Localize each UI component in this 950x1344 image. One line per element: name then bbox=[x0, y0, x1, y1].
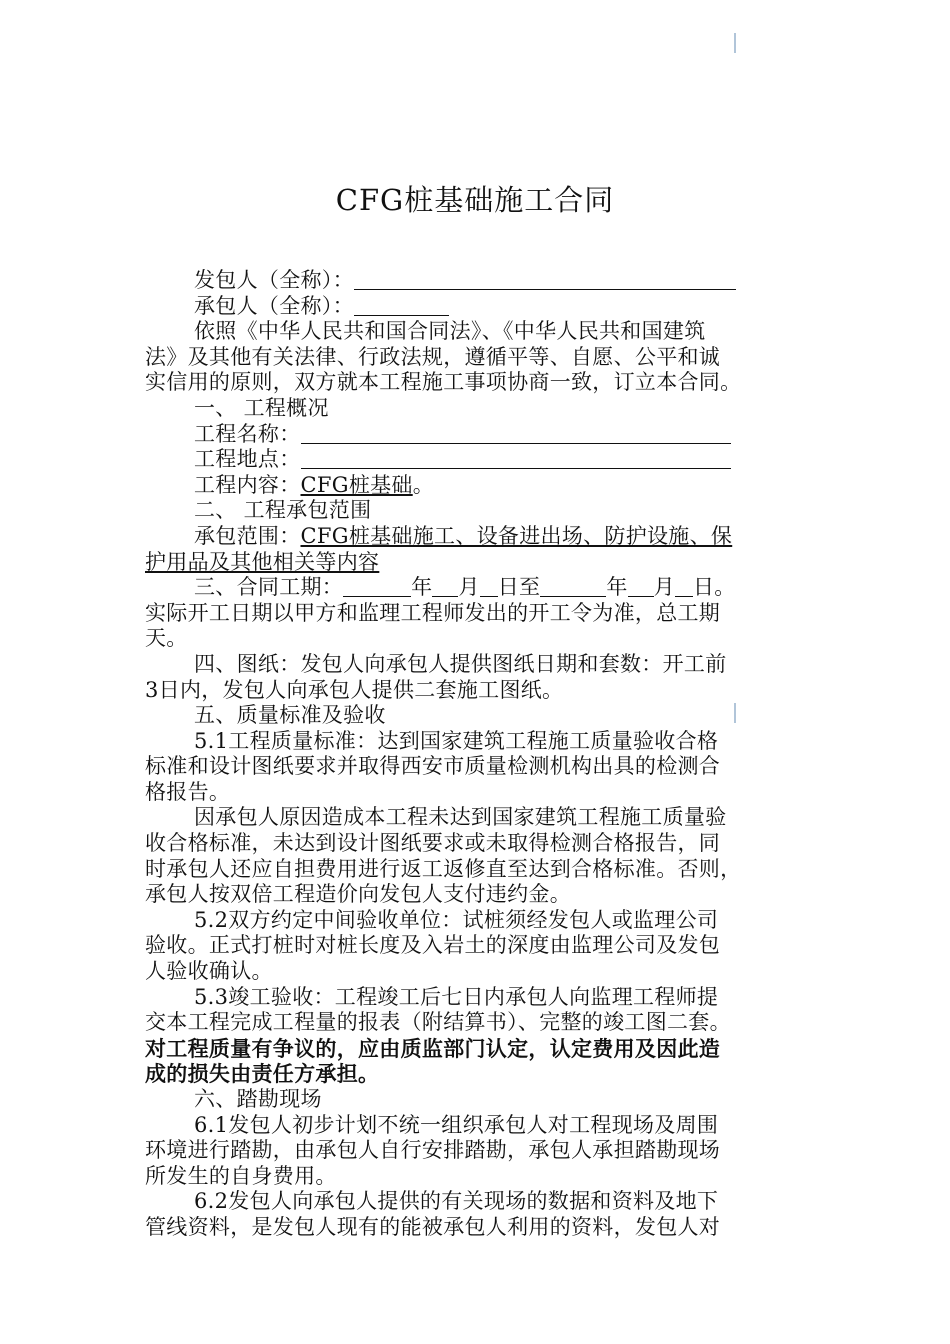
liability-line: 因承包人原因造成本工程未达到国家建筑工程施工质量验 bbox=[194, 805, 727, 830]
liability-line: 承包人按双倍工程造价向发包人支付违约金。 bbox=[145, 882, 571, 907]
party-b-label: 承包人（全称）： bbox=[194, 293, 354, 318]
party-b-blank bbox=[354, 295, 449, 316]
party-a-blank bbox=[354, 269, 736, 290]
quality-line: 标准和设计图纸要求并取得西安市质量检测机构出具的检测合 bbox=[145, 754, 721, 779]
dispute-clause: 成的损失由责任方承担。 bbox=[145, 1061, 380, 1087]
survey-line: 6.2发包人向承包人提供的有关现场的数据和资料及地下 bbox=[194, 1189, 719, 1214]
period-label: 三、合同工期： bbox=[194, 575, 344, 600]
scope-value: CFG桩基础施工、设备进出场、防护设施、保 bbox=[300, 523, 733, 548]
project-name-label: 工程名称： bbox=[194, 421, 301, 446]
project-content-line: 工程内容：CFG桩基础。 bbox=[194, 472, 435, 497]
contract-body bbox=[145, 268, 807, 1241]
inspection-line: 人验收确认。 bbox=[145, 959, 273, 984]
project-site-label: 工程地点： bbox=[194, 447, 301, 472]
preamble-line: 实信用的原则，双方就本工程施工事项协商一致，订立本合同。 bbox=[145, 370, 742, 395]
section-heading: 六、踏勘现场 bbox=[194, 1087, 322, 1111]
dispute-clause: 对工程质量有争议的，应由质监部门认定，认定费用及因此造 bbox=[145, 1035, 721, 1061]
date-blank bbox=[675, 576, 693, 597]
margin-mark bbox=[734, 33, 736, 53]
section-heading: 一、 工程概况 bbox=[194, 395, 329, 420]
date-blank bbox=[432, 576, 458, 597]
party-a-label: 发包人（全称）： bbox=[194, 268, 354, 292]
completion-line: 交本工程完成工程量的报表（附结算书）、完整的竣工图二套。 bbox=[145, 1010, 731, 1035]
liability-line: 收合格标准，未达到设计图纸要求或未取得检测合格报告，同 bbox=[145, 831, 721, 856]
party-b-line bbox=[145, 294, 807, 320]
period-line: 天。 bbox=[145, 626, 188, 651]
survey-line: 6.1发包人初步计划不统一组织承包人对工程现场及周围 bbox=[194, 1112, 719, 1137]
document-title: CFG桩基础施工合同 bbox=[335, 183, 615, 217]
survey-line: 所发生的自身费用。 bbox=[145, 1163, 337, 1188]
date-blank bbox=[628, 576, 654, 597]
project-site-line bbox=[145, 447, 807, 473]
inspection-line: 验收。正式打桩时对桩长度及入岩土的深度由监理公司及发包 bbox=[145, 933, 721, 958]
date-blank bbox=[343, 576, 411, 597]
section-heading: 二、 工程承包范围 bbox=[194, 498, 372, 523]
liability-line: 时承包人还应自担费用进行返工返修直至达到合格标准。否则， bbox=[145, 856, 742, 881]
quality-line: 格报告。 bbox=[145, 779, 231, 804]
inspection-line: 5.2双方约定中间验收单位：试桩须经发包人或监理公司 bbox=[194, 907, 719, 932]
completion-line: 5.3竣工验收：工程竣工后七日内承包人向监理工程师提 bbox=[194, 984, 719, 1009]
preamble-line: 依照《中华人民共和国合同法》、《中华人民共和国建筑 bbox=[194, 319, 706, 344]
project-content-value: CFG桩基础 bbox=[300, 472, 413, 497]
survey-line: 管线资料，是发包人现有的能被承包人利用的资料，发包人对 bbox=[145, 1214, 721, 1239]
project-name-blank bbox=[301, 423, 731, 444]
scope-label: 承包范围： bbox=[194, 523, 301, 548]
project-name-line bbox=[145, 422, 807, 448]
quality-line: 5.1工程质量标准：达到国家建筑工程施工质量验收合格 bbox=[194, 728, 719, 753]
survey-line: 环境进行踏勘，由承包人自行安排踏勘，承包人承担踏勘现场 bbox=[145, 1138, 721, 1163]
party-a-line bbox=[145, 268, 807, 294]
project-content-label: 工程内容： bbox=[194, 472, 301, 497]
section-heading: 五、质量标准及验收 bbox=[194, 703, 386, 728]
drawings-line: 四、图纸：发包人向承包人提供图纸日期和套数：开工前 bbox=[194, 651, 727, 676]
scope-line bbox=[145, 550, 807, 576]
project-site-blank bbox=[301, 448, 731, 469]
period-line: 实际开工日期以甲方和监理工程师发出的开工令为准，总工期 bbox=[145, 600, 721, 625]
date-blank bbox=[540, 576, 606, 597]
scope-line bbox=[145, 524, 807, 550]
date-blank bbox=[480, 576, 498, 597]
drawings-line: 3日内，发包人向承包人提供二套施工图纸。 bbox=[145, 677, 564, 702]
period-line: 三、合同工期： 年 月 日至 年 月 日。 bbox=[194, 575, 736, 600]
scope-value: 护用品及其他相关等内容 bbox=[145, 549, 380, 574]
preamble-line: 法》及其他有关法律、行政法规，遵循平等、自愿、公平和诚 bbox=[145, 344, 721, 369]
